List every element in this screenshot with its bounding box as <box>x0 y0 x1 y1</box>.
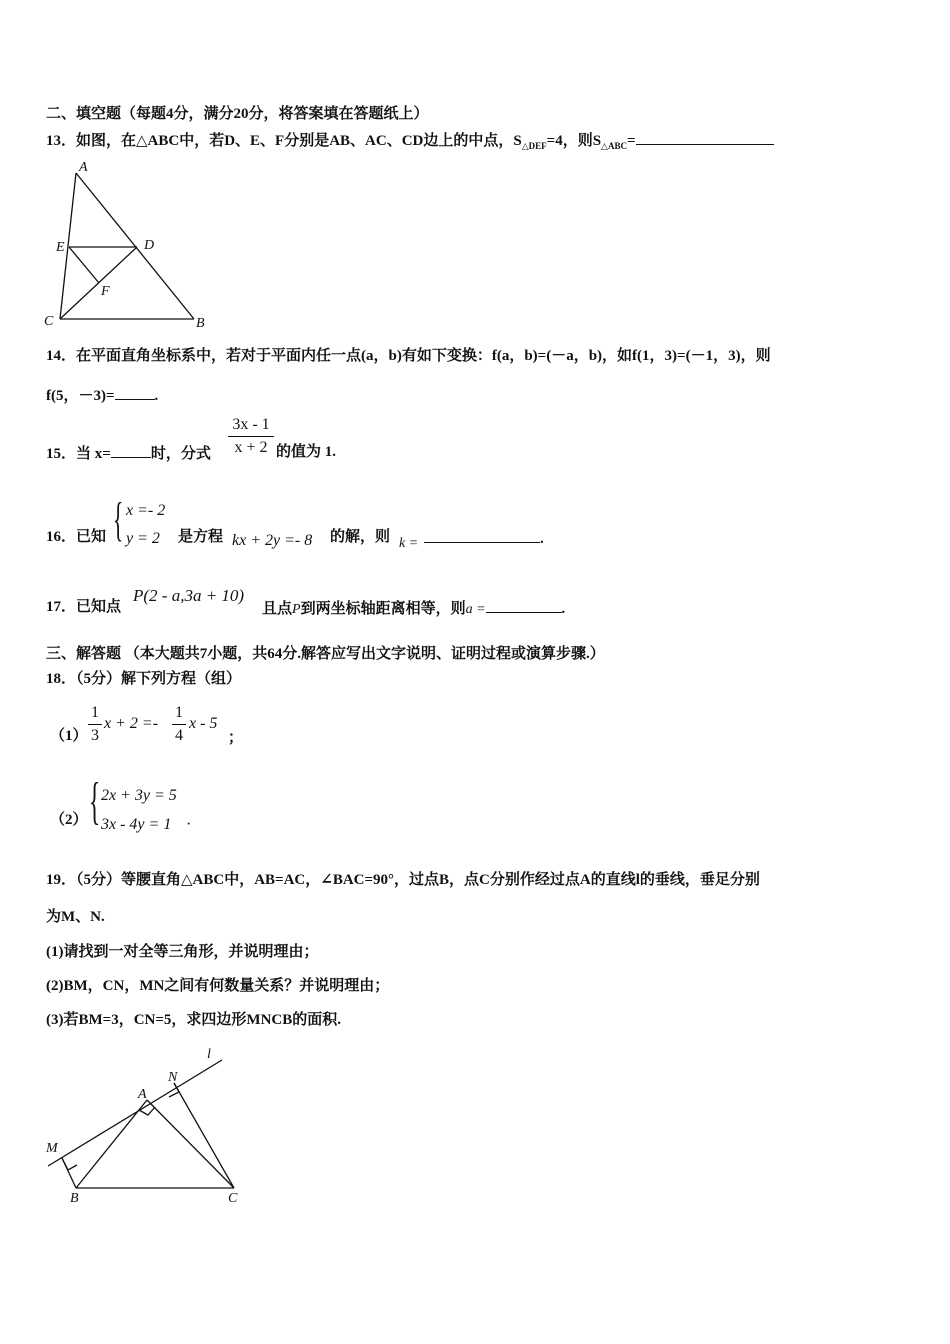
q16-answer <box>424 528 544 548</box>
section-3-heading: 三、解答题 （本大题共7小题，共64分.解答应写出文字说明、证明过程或演算步骤.） <box>46 646 605 662</box>
q19-figure <box>40 1040 260 1210</box>
line-ab <box>76 173 194 319</box>
q17-mid2: 到两坐标轴距离相等，则 <box>300 601 466 617</box>
q16-mid: 是方程 <box>178 529 224 545</box>
label-e: E <box>56 240 65 255</box>
question-14-line1: 14．在平面直角坐标系中，若对于平面内任一点(a，b)有如下变换：f(a，b)=(－a，b)，如f(1，3)=(－1，3)，则 <box>46 348 771 364</box>
label-a: A <box>79 160 88 175</box>
q17-mid-text: 且点 <box>262 601 293 617</box>
question-15 <box>46 443 211 463</box>
q18-p1-fraction1 <box>88 704 102 745</box>
q18-p1-label: （1） <box>50 728 88 744</box>
q18-p2-dot: · <box>186 816 192 833</box>
q18-p1-semicolon: ； <box>228 730 244 746</box>
line-ab <box>76 1100 147 1188</box>
label-f: F <box>101 284 110 299</box>
q13-triangle-figure <box>40 155 220 335</box>
label-d: D <box>144 238 155 253</box>
q13-answer-blank[interactable] <box>636 130 774 145</box>
label-c: C <box>44 314 54 329</box>
q15-prefix: 15．当 x= <box>46 446 111 462</box>
q15-mid: 时，分式 <box>150 446 211 462</box>
q18-p1-end: x - 5 <box>189 715 218 732</box>
label-b: B <box>196 316 205 331</box>
q13-text-a: 13．如图，在△ABC中，若D、E、F分别是AB、AC、CD边上的中点，S <box>46 133 522 149</box>
q16-prefix: 16．已知 <box>46 529 107 545</box>
q17-a: a = <box>465 602 486 617</box>
question-14-line2 <box>46 385 158 405</box>
q18-p2-label: （2） <box>50 812 88 828</box>
q15-numerator: 3x - 1 <box>232 416 270 433</box>
q18-p1-f1-num: 1 <box>91 704 99 721</box>
q13-text-c: = <box>626 133 636 149</box>
q16-mid2: 的解，则 <box>330 529 391 545</box>
q16-end: . <box>540 531 544 547</box>
q13-text-b: =4，则S <box>546 133 602 149</box>
q16-brace: { <box>113 493 124 546</box>
q19-sub3: (3)若BM=3，CN=5，求四边形MNCB的面积. <box>46 1012 341 1028</box>
q16-k: k = <box>399 536 419 551</box>
section-2-heading: 二、填空题（每题4分，满分20分，将答案填在答题纸上） <box>46 106 429 122</box>
q19-sub2: (2)BM，CN，MN之间有何数量关系？并说明理由； <box>46 978 390 994</box>
q18-p1-f1-den: 3 <box>91 727 99 744</box>
q16-answer-blank[interactable] <box>424 528 540 543</box>
q16-equation: kx + 2y =- 8 <box>232 532 313 549</box>
q18-p1-f2-den: 4 <box>175 727 183 744</box>
q18-p2-eq1: 2x + 3y = 5 <box>101 787 177 804</box>
label-m: M <box>46 1141 58 1156</box>
q17-mid <box>262 598 565 619</box>
line-ef <box>69 247 99 283</box>
q14-answer-blank[interactable] <box>115 385 155 400</box>
q17-p: P <box>292 602 301 617</box>
label-c: C <box>228 1191 238 1206</box>
q15-denominator: x + 2 <box>234 439 268 456</box>
label-a: A <box>138 1087 147 1102</box>
q19-line1: 19．（5分）等腰直角△ABC中，AB=AC，∠BAC=90°，过点B，点C分别作经过点A的直线l的垂线，垂足分别 <box>46 872 760 888</box>
q15-suffix: 的值为 1. <box>276 444 337 460</box>
q18-p2-eq2: 3x - 4y = 1 <box>101 816 172 833</box>
label-b: B <box>70 1191 79 1206</box>
q18-p1-mid: x + 2 =- <box>104 715 159 732</box>
q18-p2-brace: { <box>89 773 101 830</box>
q16-eq1: x =- 2 <box>126 502 166 519</box>
q13-sub-abc: △ABC <box>601 141 627 151</box>
q15-answer-blank[interactable] <box>111 443 151 458</box>
q17-end: . <box>561 601 566 617</box>
question-13 <box>46 130 774 155</box>
q16-eq2: y = 2 <box>126 530 160 547</box>
q17-point: P(2 - a,3a + 10) <box>133 586 245 605</box>
q13-sub-def: △DEF <box>521 141 547 151</box>
line-ac <box>147 1100 234 1188</box>
q19-line2: 为M、N. <box>46 909 105 925</box>
q14-line2-text: f(5，－3)= <box>46 388 115 404</box>
q18-p1-fraction2 <box>172 704 186 745</box>
label-l: l <box>207 1047 211 1062</box>
q15-fraction <box>228 416 274 457</box>
q17-prefix: 17．已知点 <box>46 599 122 615</box>
q18-title: 18．（5分）解下列方程（组） <box>46 671 242 687</box>
q19-sub1: (1)请找到一对全等三角形，并说明理由； <box>46 944 319 960</box>
right-angle-a <box>139 1107 155 1115</box>
q17-answer-blank[interactable] <box>486 598 562 613</box>
q18-p1-f2-num: 1 <box>175 704 183 721</box>
label-n: N <box>168 1070 178 1085</box>
q14-line2-end: . <box>154 388 159 404</box>
